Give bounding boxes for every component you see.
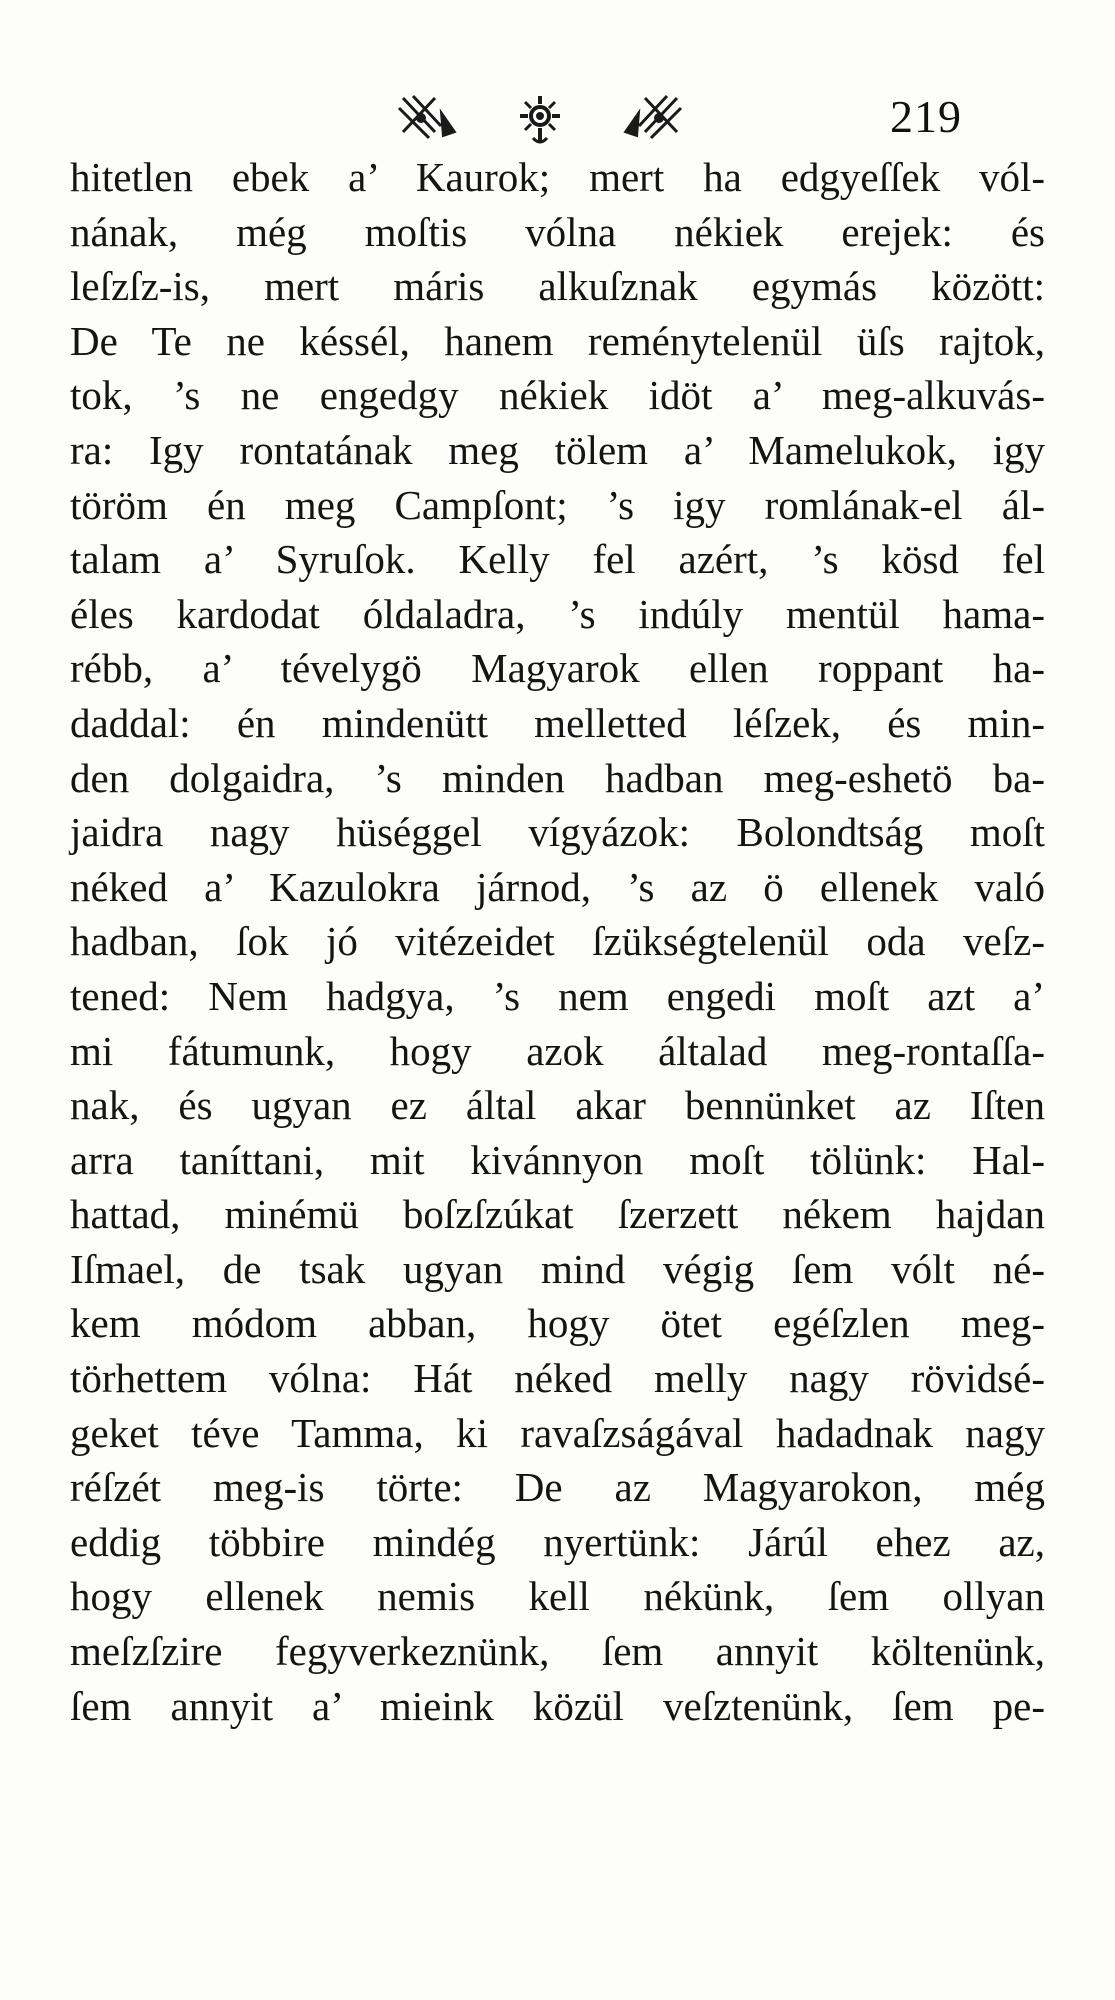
text-line: geket téve Tamma, ki ravaſzságával hadadnak nagy [70, 1409, 1045, 1456]
page-number: 219 [890, 91, 962, 142]
body-text [70, 150, 1045, 1733]
text-line: nának, még moſtis vólna nékiek erejek: és [70, 208, 1045, 255]
text-line: nak, és ugyan ez által akar bennünket az Iſten [70, 1082, 1045, 1129]
text-line: réſzét meg-is törte: De az Magyarokon, még [70, 1464, 1045, 1511]
text-line: törhettem vólna: Hát néked melly nagy rövidsé- [70, 1355, 1045, 1402]
text-line: tened: Nem hadgya, ’s nem engedi moſt azt a’ [70, 972, 1045, 1019]
text-line: kem módom abban, hogy ötet egéſzlen meg- [70, 1300, 1045, 1347]
text-line: rébb, a’ tévelygö Magyarok ellen roppant ha- [70, 645, 1045, 692]
text-line: ra: Igy rontatának meg tölem a’ Mamelukok, igy [70, 426, 1045, 473]
text-line: jaidra nagy hüséggel vígyázok: Bolondtság moſt [70, 809, 1045, 856]
text-line: hitetlen ebek a’ Kaurok; mert ha edgyeſſek vól- [70, 154, 1045, 200]
text-line: hadban, ſok jó vitézeidet ſzükségtelenül oda veſz- [70, 918, 1045, 965]
text-line: Iſmael, de tsak ugyan mind végig ſem vólt né- [70, 1245, 1045, 1292]
ornament-icon [395, 92, 685, 146]
text-line: tok, ’s ne engedgy nékiek idöt a’ meg-alkuvás- [70, 372, 1045, 419]
text-line: leſzſz-is, mert máris alkuſznak egymás között: [70, 263, 1045, 310]
text-line: meſzſzire fegyverkeznünk, ſem annyit költenünk, [70, 1628, 1045, 1675]
text-line: hattad, minémü boſzſzúkat ſzerzett nékem hajdan [70, 1191, 1045, 1238]
text-line: mi fátumunk, hogy azok általad meg-rontaſſa- [70, 1027, 1045, 1074]
text-line: daddal: én mindenütt melletted léſzek, és min- [70, 699, 1045, 746]
text-line: ſem annyit a’ mieink közül veſztenünk, ſem pe- [70, 1682, 1045, 1729]
text-line: De Te ne késsél, hanem reménytelenül üſs rajtok, [70, 317, 1045, 364]
text-line: néked a’ Kazulokra járnod, ’s az ö ellenek való [70, 863, 1045, 910]
text-line: éles kardodat óldaladra, ’s indúly mentül hama- [70, 590, 1045, 637]
text-line: den dolgaidra, ’s minden hadban meg-eshetö ba- [70, 754, 1045, 801]
text-line: hogy ellenek nemis kell nékünk, ſem ollyan [70, 1573, 1045, 1620]
text-line: arra taníttani, mit kivánnyon moſt tölünk: Hal- [70, 1136, 1045, 1183]
text-line: eddig többire mindég nyertünk: Járúl ehez az, [70, 1518, 1045, 1565]
text-line: töröm én meg Campſont; ’s igy romlának-el ál- [70, 481, 1045, 528]
page-header [0, 88, 1115, 148]
text-line: talam a’ Syruſok. Kelly fel azért, ’s kösd fel [70, 536, 1045, 583]
